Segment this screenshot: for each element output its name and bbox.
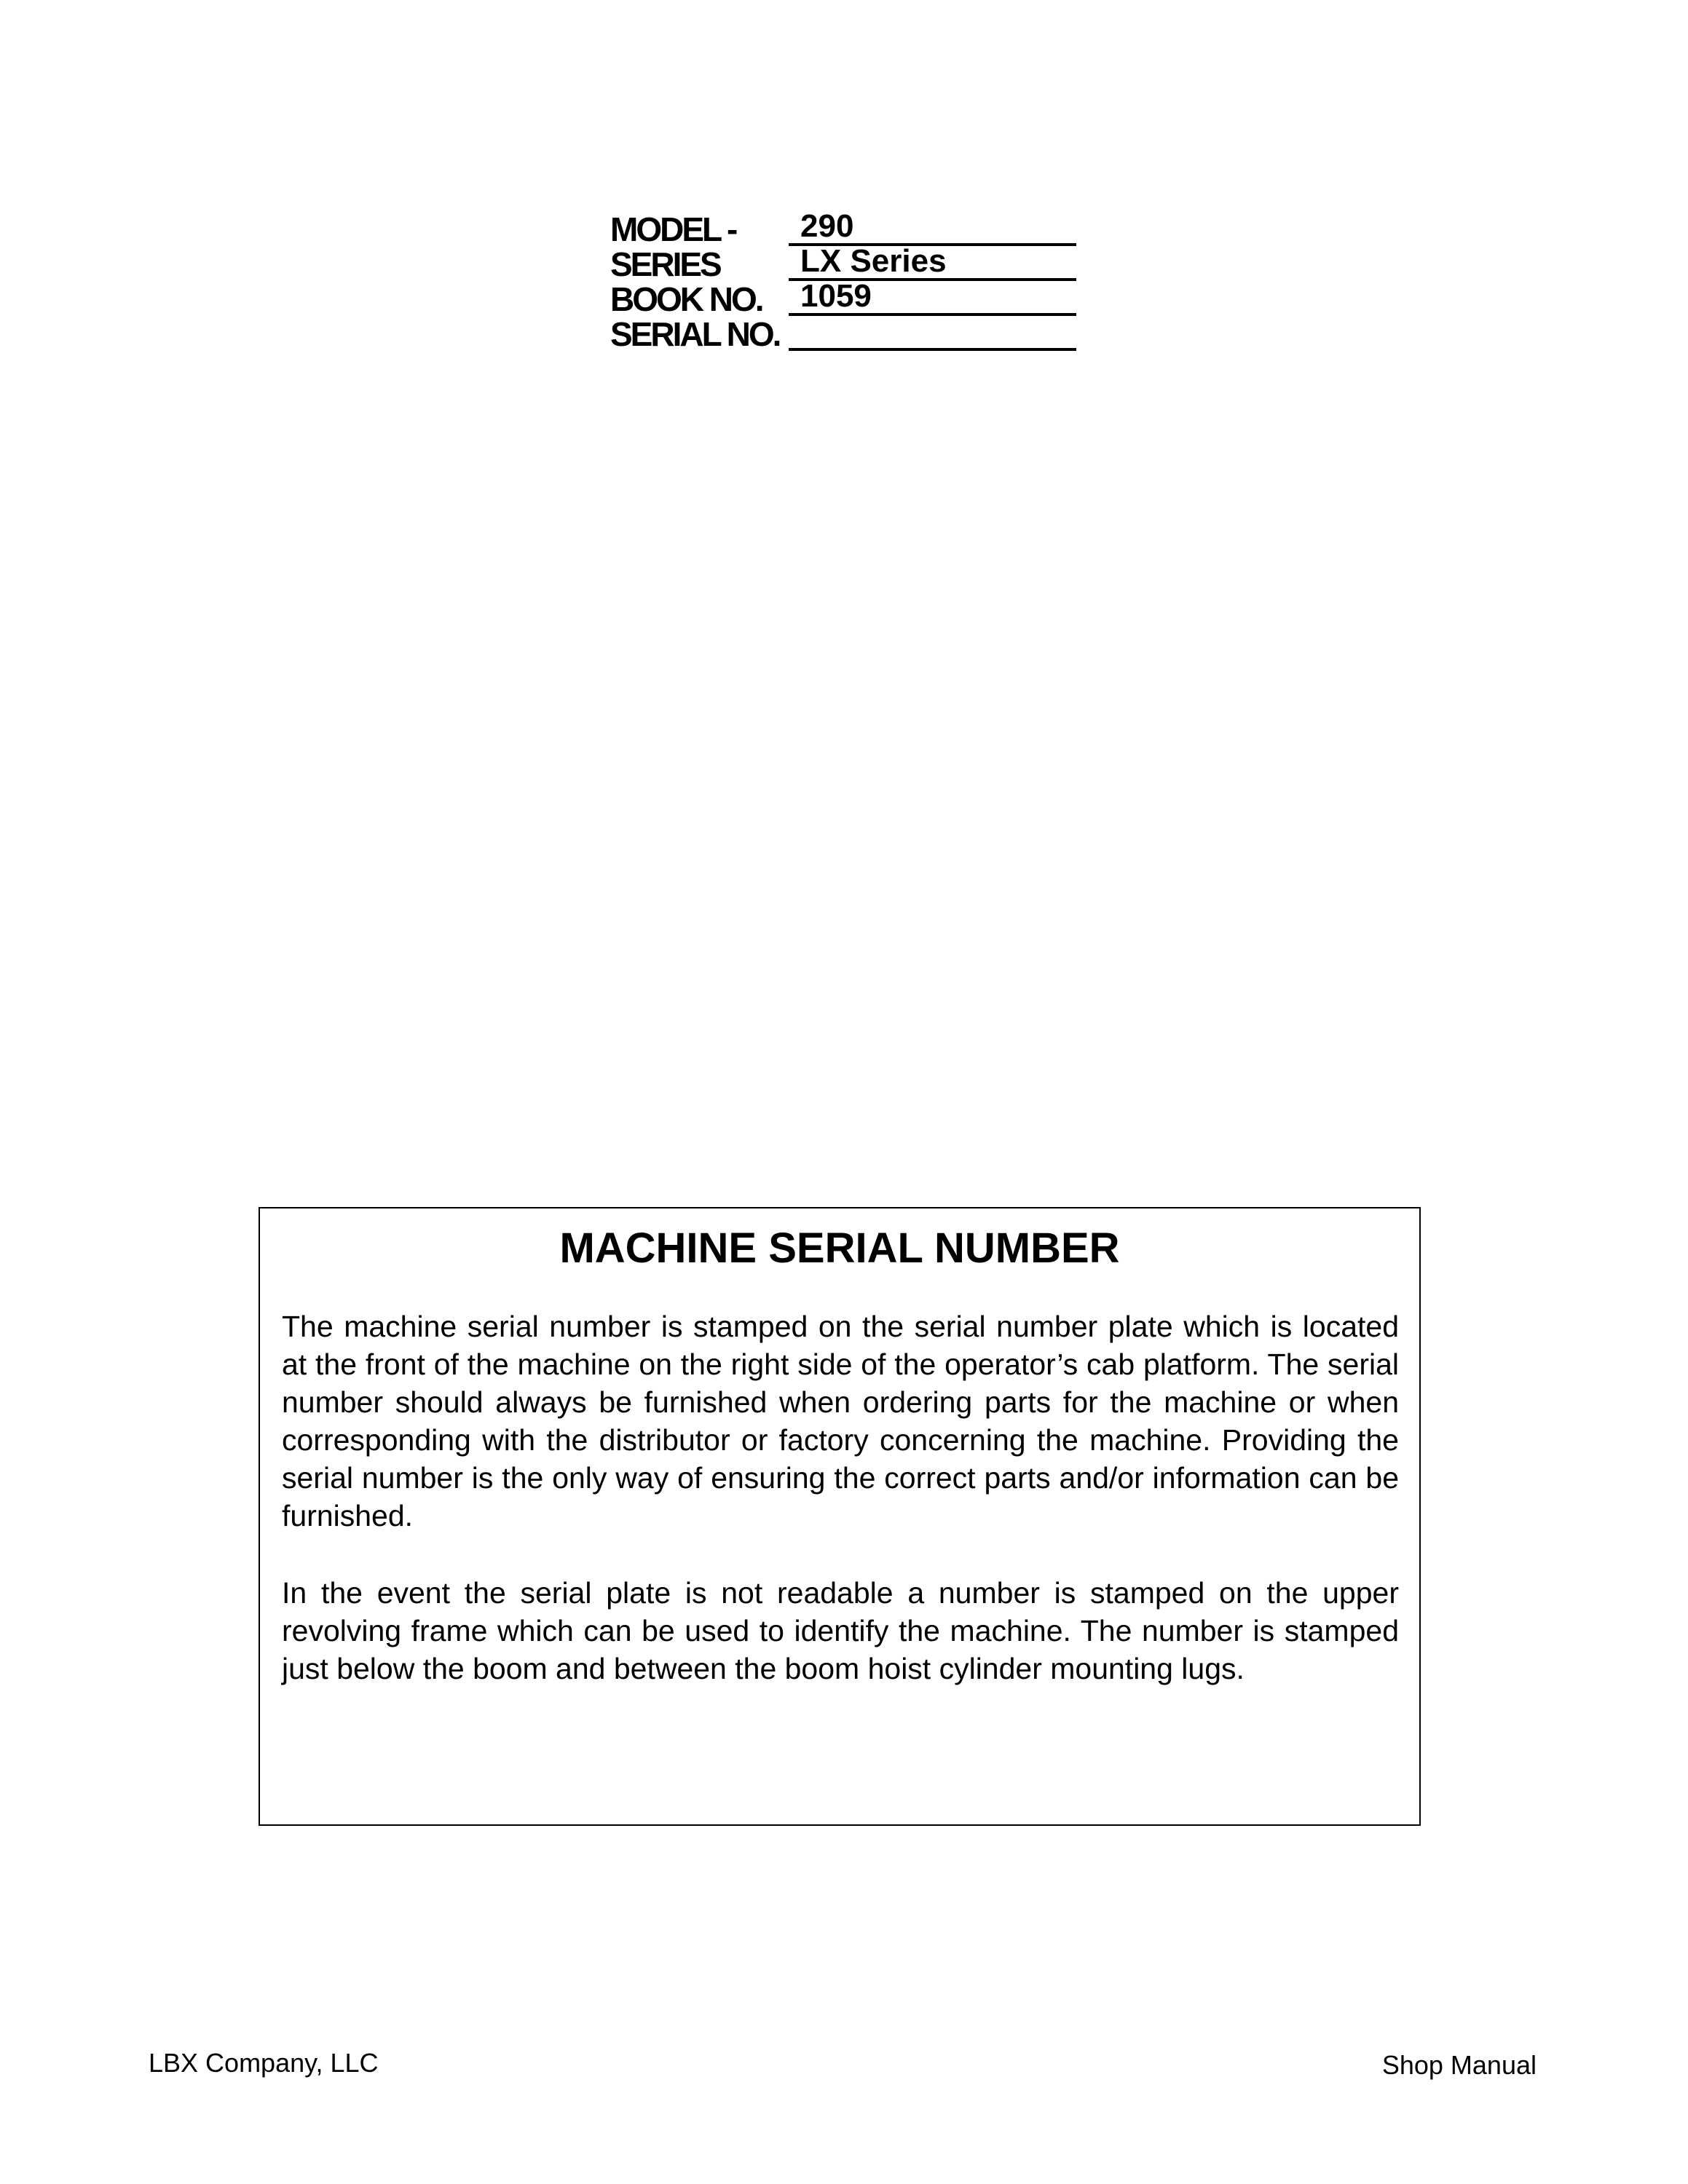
series-value: LX Series — [800, 243, 947, 279]
book-row — [610, 278, 1076, 318]
serial-field — [789, 313, 1076, 351]
model-value: 290 — [800, 208, 854, 244]
model-field — [789, 208, 1076, 246]
footer-company: LBX Company, LLC — [149, 2048, 379, 2078]
serial-number-box — [259, 1207, 1421, 1826]
book-field — [789, 278, 1076, 316]
book-label: BOOK NO. — [610, 280, 762, 318]
series-label: SERIES — [610, 245, 720, 283]
serial-paragraph-1: The machine serial number is stamped on the serial number plate which is located at the front of the machine on the right side of the operator’s cab platform. The serial number should always be furnished when ordering parts for the machine or when corresponding with the distributor or factory concerning the machine. Providing the serial number is the only way of ensuring the correct parts and/or information can be furnished. — [282, 1310, 1399, 1532]
series-row — [610, 243, 1076, 283]
series-field — [789, 243, 1076, 281]
serial-label: SERIAL NO. — [610, 315, 780, 353]
model-row — [610, 208, 1076, 248]
model-info-block — [610, 208, 1076, 353]
serial-box-title: MACHINE SERIAL NUMBER — [559, 1224, 1120, 1272]
serial-row — [610, 316, 1076, 351]
footer-manual-type: Shop Manual — [1381, 2050, 1537, 2080]
serial-paragraph-2: In the event the serial plate is not readable a number is stamped on the upper revolving frame which can be used to identify the machine. The number is stamped just below the boom and between the boom hoist cylinder mounting lugs. — [282, 1576, 1399, 1685]
book-value: 1059 — [800, 278, 872, 314]
model-label: MODEL - — [610, 210, 736, 248]
